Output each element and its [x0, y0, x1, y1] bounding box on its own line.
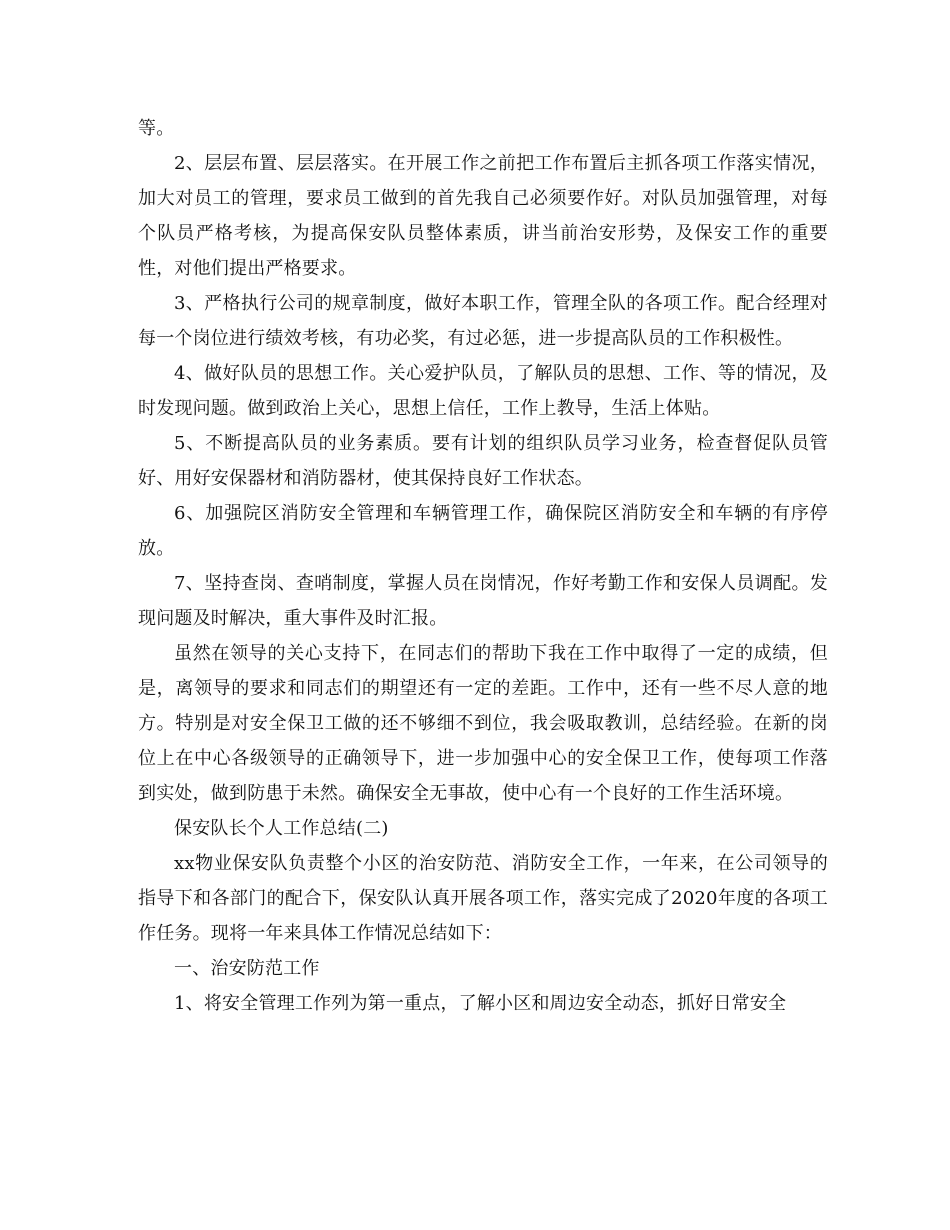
paragraph-item-3: 3、严格执行公司的规章制度，做好本职工作，管理全队的各项工作。配合经理对每一个岗位进行绩效考核，有功必奖，有过必惩，进一步提高队员的工作积极性。: [138, 293, 828, 349]
paragraph-item-4: 4、做好队员的思想工作。关心爱护队员，了解队员的思想、工作、等的情况，及时发现问题。做到政治上关心，思想上信任，工作上教导，生活上体贴。: [138, 363, 828, 419]
section-title: 保安队长个人工作总结(二): [174, 818, 389, 839]
paragraph-subitem-1: 1、将安全管理工作列为第一重点，了解小区和周边安全动态，抓好日常安全: [174, 993, 787, 1014]
paragraph-item-2: 2、层层布置、层层落实。在开展工作之前把工作布置后主抓各项工作落实情况，加大对员工的管理，要求员工做到的首先我自己必须要作好。对队员加强管理，对每个队员严格考核，为提高保安队员整体素质，讲当前治安形势，及保安工作的重要性，对他们提出严格要求。: [138, 153, 828, 279]
paragraph-intro: xx物业保安队负责整个小区的治安防范、消防安全工作，一年来，在公司领导的指导下和各部门的配合下，保安队认真开展各项工作，落实完成了2020年度的各项工作任务。现将一年来具体工作情况总结如下：: [138, 853, 828, 944]
subsection-heading: 一、治安防范工作: [174, 958, 320, 979]
paragraph-item-5: 5、不断提高队员的业务素质。要有计划的组织队员学习业务，检查督促队员管好、用好安保器材和消防器材，使其保持良好工作状态。: [138, 433, 828, 489]
document-body: [138, 111, 828, 1021]
paragraph-item-7: 7、坚持查岗、查哨制度，掌握人员在岗情况，作好考勤工作和安保人员调配。发现问题及时解决，重大事件及时汇报。: [138, 573, 828, 629]
paragraph-item-6: 6、加强院区消防安全管理和车辆管理工作，确保院区消防安全和车辆的有序停放。: [138, 503, 828, 559]
paragraph-conclusion: 虽然在领导的关心支持下，在同志们的帮助下我在工作中取得了一定的成绩，但是，离领导的要求和同志们的期望还有一定的差距。工作中，还有一些不尽人意的地方。特别是对安全保卫工做的还不够细不到位，我会吸取教训，总结经验。在新的岗位上在中心各级领导的正确领导下，进一步加强中心的安全保卫工作，使每项工作落到实处，做到防患于未然。确保安全无事故，使中心有一个良好的工作生活环境。: [138, 643, 828, 804]
paragraph-continuation: 等。: [138, 118, 175, 139]
